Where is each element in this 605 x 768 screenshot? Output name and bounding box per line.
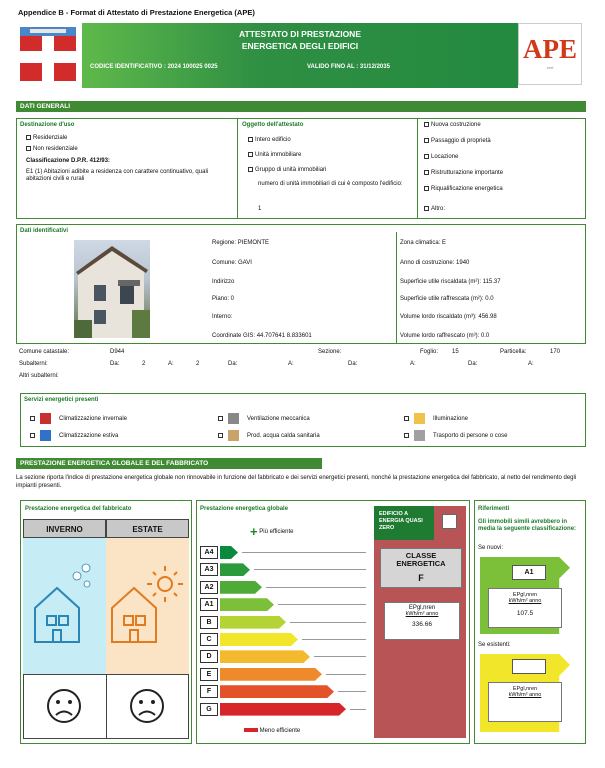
class-bar-d (220, 650, 310, 663)
altro-checkbox[interactable] (424, 206, 429, 211)
ep-box (384, 602, 460, 640)
non-residenziale-label: Non residenziale (33, 146, 78, 153)
gruppo-unita-label: Gruppo di unità immobiliari (255, 167, 327, 174)
particella-value: 170 (550, 349, 561, 355)
classe-energetica-label: CLASSE ENERGETICA (396, 551, 446, 568)
riferimenti-description: Gli immobili simili avrebbero in media la seguente classificazione: (478, 519, 577, 532)
non-residenziale-checkbox[interactable] (26, 146, 31, 151)
code-value: 2024 100025 0025 (167, 64, 218, 70)
interno: Interno: (212, 314, 233, 320)
non-residenziale-option[interactable] (26, 146, 78, 152)
crest-icon (18, 27, 78, 83)
comune: Comune: GAVI (212, 260, 252, 266)
volume-riscaldato: Volume lordo riscaldato (m³): 456.98 (400, 314, 497, 320)
servizio-clima-invernale[interactable] (30, 413, 127, 424)
winter-house-icon (23, 538, 106, 674)
minus-icon (244, 728, 258, 732)
code-row (90, 64, 218, 70)
ventilazione-label: Ventilazione meccanica (247, 416, 310, 423)
smiley-col-divider (106, 674, 107, 739)
servizio-acqua-calda[interactable] (218, 430, 320, 441)
volume-raffrescato: Volume lordo raffrescato (m³): 0.0 (400, 333, 490, 339)
fan-icon (228, 413, 239, 424)
building-photo (74, 240, 150, 338)
ventilazione-checkbox[interactable] (218, 416, 223, 421)
sub-da-label-2: Da: (228, 361, 238, 367)
sub-a-label-1: A: (168, 361, 174, 367)
anno-costruzione: Anno di costruzione: 1940 (400, 260, 470, 266)
sub-da-label-4: Da: (468, 361, 478, 367)
general-section-title: DATI GENERALI (16, 101, 586, 112)
class-bar-e (220, 668, 322, 681)
sub-da-value: 2 (142, 361, 146, 367)
water-heater-icon (228, 430, 239, 441)
ristrutturazione-label: Ristrutturazione importante (431, 170, 504, 177)
zona-climatica: Zona climatica: E (400, 240, 447, 246)
servizio-trasporto[interactable] (404, 430, 507, 441)
clima-invernale-checkbox[interactable] (30, 416, 35, 421)
appendix-title: Appendice B - Format di Attestato di Prestazione Energetica (APE) (18, 8, 255, 17)
nuova-costruzione-checkbox[interactable] (424, 122, 429, 127)
regione: Regione: PIEMONTE (212, 240, 270, 246)
comune-catastale-value: D944 (110, 349, 125, 355)
sub-a-value: 2 (196, 361, 200, 367)
intero-edificio-label: Intero edificio (255, 137, 291, 144)
acqua-calda-label: Prod. acqua calda sanitaria (247, 433, 320, 440)
logo-text: APE (523, 34, 577, 64)
inverno-sad-face-icon (46, 688, 82, 726)
inverno-header: INVERNO (23, 519, 106, 538)
passaggio-proprieta-checkbox[interactable] (424, 138, 429, 143)
sub-a-label-2: A: (288, 361, 294, 367)
identificativi-divider (396, 232, 397, 344)
servizio-clima-estiva[interactable] (30, 430, 118, 441)
ep-label: EPgl,nren (408, 605, 436, 611)
trasporto-checkbox[interactable] (404, 433, 409, 438)
radiator-icon (40, 413, 51, 424)
nuova-costruzione-option[interactable] (424, 122, 481, 128)
ape-logo (518, 23, 582, 85)
clima-invernale-label: Climatizzazione invernale (59, 416, 128, 423)
class-bar-g (220, 703, 346, 716)
intero-edificio-option[interactable] (248, 137, 291, 143)
class-label-g: G (200, 703, 218, 716)
unita-immobiliare-label: Unità immobiliare (255, 152, 302, 159)
foglio-value: 15 (452, 349, 459, 355)
nuovi-class-value: A1 (512, 565, 546, 580)
sub-a-label-3: A: (410, 361, 416, 367)
quasi-zero-label: EDIFICIO A ENERGIA QUASI ZERO (374, 506, 434, 540)
class-guide-line (326, 674, 366, 675)
locazione-checkbox[interactable] (424, 154, 429, 159)
header-banner (82, 23, 518, 88)
identificativi-title: Dati identificativi (20, 228, 69, 234)
particella-label: Particella: (500, 349, 527, 355)
class-guide-line (338, 691, 366, 692)
meno-efficiente-label: Meno efficiente (259, 728, 301, 734)
altri-subalterni-label: Altri subalterni: (19, 373, 59, 379)
units-label: numero di unità immobiliari di cui è composto l'edificio: (258, 181, 403, 187)
class-bar-a2 (220, 581, 262, 594)
estate-header: ESTATE (106, 519, 189, 538)
esistenti-ep-box (488, 682, 562, 722)
class-label-f: F (200, 685, 218, 698)
logo-sub: cert (546, 65, 554, 70)
class-label-c: C (200, 633, 218, 646)
esistenti-ep-unit: kWh/m² anno (508, 692, 542, 698)
class-label-a2: A2 (200, 581, 218, 594)
snowflake-icon (40, 430, 51, 441)
class-guide-line (350, 709, 366, 710)
residenziale-option[interactable] (26, 135, 67, 141)
sub-a-label-4: A: (528, 361, 534, 367)
locazione-label: Locazione (431, 154, 459, 161)
esistenti-label: Se esistenti: (478, 642, 511, 648)
servizio-illuminazione[interactable] (404, 413, 468, 424)
class-label-d: D (200, 650, 218, 663)
intero-edificio-checkbox[interactable] (248, 137, 253, 142)
lightbulb-icon (414, 413, 425, 424)
class-guide-line (302, 639, 366, 640)
oggetto-title: Oggetto dell'attestato (242, 122, 304, 128)
motivo-panel (418, 118, 586, 219)
quasi-zero-checkbox[interactable] (442, 514, 457, 529)
acqua-calda-checkbox[interactable] (218, 433, 223, 438)
passaggio-proprieta-label: Passaggio di proprietà (431, 138, 491, 145)
classificazione-value: E1 (1) Abitazioni adibite a residenza con carattere continuativo, quali abitazioni civili e rurali (26, 169, 209, 182)
fabbricato-title: Prestazione energetica del fabbricato (25, 506, 132, 512)
altro-option[interactable] (424, 206, 445, 212)
servizio-ventilazione[interactable] (218, 413, 310, 424)
meno-efficiente (244, 728, 300, 734)
classe-energetica-value: F (418, 573, 424, 583)
inverno-illustration (23, 538, 106, 674)
oggetto-panel (238, 118, 418, 219)
globale-title: Prestazione energetica globale (200, 506, 289, 512)
valid-row (307, 64, 390, 70)
piu-efficiente (250, 524, 294, 539)
clima-estiva-checkbox[interactable] (30, 433, 35, 438)
superficie-riscaldata: Superficie utile riscaldata (m²): 115.37 (400, 279, 501, 285)
class-label-a1: A1 (200, 598, 218, 611)
clima-estiva-label: Climatizzazione estiva (59, 433, 119, 440)
unita-immobiliare-checkbox[interactable] (248, 152, 253, 157)
sub-da-label-3: Da: (348, 361, 358, 367)
esistenti-ep-label: EPgl,nren (512, 686, 538, 692)
destinazione-title: Destinazione d'uso (20, 122, 75, 128)
gruppo-unita-checkbox[interactable] (248, 167, 253, 172)
estate-illustration (106, 538, 189, 674)
class-label-b: B (200, 616, 218, 629)
destinazione-panel (16, 118, 238, 219)
class-guide-line (314, 656, 366, 657)
nuovi-label: Se nuovi: (478, 545, 504, 551)
comune-catastale-label: Comune catastale: (19, 349, 70, 355)
class-bar-b (220, 616, 286, 629)
prestazione-description: La sezione riporta l'indice di prestazione energetica globale non rinnovabile in funzione del fabbricato e dei servizi energetici presenti, nonché la prestazione energetica del fabbricato, al netto del rendimento degli impianti presenti. (16, 475, 577, 489)
nuovi-ep-label: EPgl,nren (512, 592, 538, 598)
piemonte-crest (18, 27, 78, 83)
class-bar-c (220, 633, 298, 646)
valid-label: VALIDO FINO AL : (307, 64, 359, 70)
subalterni-label: Subalterni: (19, 361, 48, 367)
class-guide-line (242, 552, 366, 553)
nuovi-ep-unit: kWh/m² anno (508, 598, 542, 604)
header-title-line2: ENERGETICA DEGLI EDIFICI (241, 41, 359, 51)
illuminazione-label: Illuminazione (433, 416, 469, 423)
class-label-a3: A3 (200, 563, 218, 576)
class-bar-f (220, 685, 334, 698)
valid-value: 31/12/2035 (359, 64, 390, 70)
ep-value: 336.66 (412, 621, 432, 628)
indirizzo: Indirizzo (212, 279, 235, 285)
piu-efficiente-label: Più efficiente (259, 529, 294, 536)
altro-label: Altro: (431, 206, 446, 213)
sub-da-label-1: Da: (110, 361, 120, 367)
summer-house-icon (106, 538, 189, 674)
nuova-costruzione-label: Nuova costruzione (431, 122, 481, 129)
illuminazione-checkbox[interactable] (404, 416, 409, 421)
riferimenti-title: Riferimenti (478, 506, 510, 512)
class-guide-line (266, 587, 366, 588)
ep-unit: kWh/m² anno (405, 611, 439, 617)
unita-immobiliare-option[interactable] (248, 152, 301, 158)
elevator-icon (414, 430, 425, 441)
residenziale-checkbox[interactable] (26, 135, 31, 140)
riqualificazione-label: Riqualificazione energetica (431, 186, 503, 193)
residenziale-label: Residenziale (33, 135, 68, 142)
code-label: CODICE IDENTIFICATIVO : (90, 64, 166, 70)
classe-energetica-box (380, 548, 462, 588)
units-value: 1 (258, 206, 262, 212)
header-title-line1: ATTESTATO DI PRESTAZIONE (239, 29, 361, 39)
class-bar-a1 (220, 598, 274, 611)
plus-icon: + (250, 524, 258, 539)
nuovi-ep-box (488, 588, 562, 628)
superficie-raffrescata: Superficie utile raffrescata (m²): 0.0 (400, 296, 494, 302)
riqualificazione-checkbox[interactable] (424, 186, 429, 191)
class-label-e: E (200, 668, 218, 681)
riqualificazione-option[interactable] (424, 186, 503, 192)
class-guide-line (290, 622, 366, 623)
servizi-title: Servizi energetici presenti (24, 397, 99, 403)
coordinate-gis: Coordinate GIS: 44.707641 8.833601 (212, 333, 312, 339)
classificazione-label: Classificazione D.P.R. 412/93: (26, 158, 110, 164)
passaggio-proprieta-option[interactable] (424, 138, 491, 144)
esistenti-class-box (512, 659, 546, 674)
estate-sad-face-icon (129, 688, 165, 726)
class-guide-line (278, 604, 366, 605)
foglio-label: Foglio: (420, 349, 439, 355)
gruppo-unita-option[interactable] (248, 167, 326, 173)
class-label-a4: A4 (200, 546, 218, 559)
locazione-option[interactable] (424, 154, 458, 160)
nuovi-ep-value: 107.5 (516, 610, 534, 617)
trasporto-label: Trasporto di persone o cose (433, 433, 508, 440)
ristrutturazione-option[interactable] (424, 170, 503, 176)
prestazione-section-title: PRESTAZIONE ENERGETICA GLOBALE E DEL FABBRICATO (16, 458, 322, 469)
house-photo-icon (74, 240, 150, 338)
piano: Piano: 0 (212, 296, 235, 302)
class-guide-line (254, 569, 366, 570)
ristrutturazione-checkbox[interactable] (424, 170, 429, 175)
sezione-label: Sezione: (318, 349, 342, 355)
